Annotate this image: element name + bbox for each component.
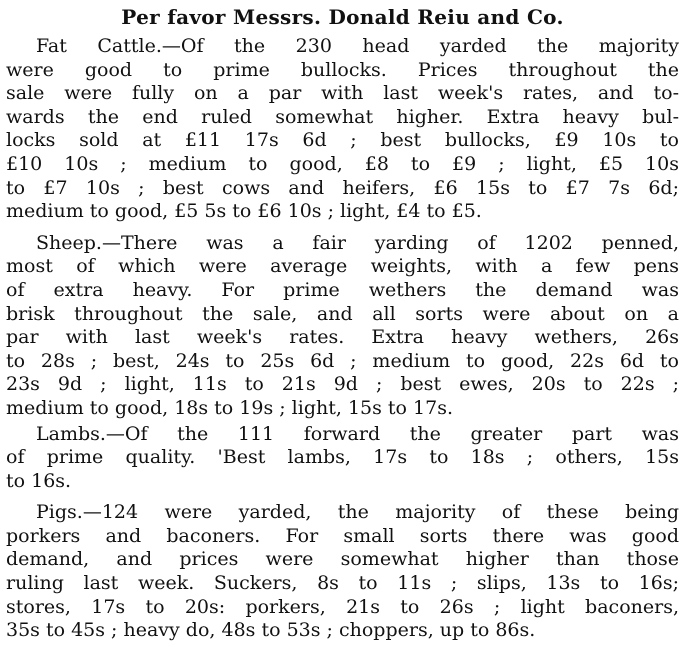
- text-line: medium to good, £5 5s to £6 10s ; light, £4 to £5.: [6, 200, 482, 223]
- text-line: wards the end ruled somewhat higher. Extra heavy bul-: [6, 105, 679, 128]
- text-line: to 28s ; best, 24s to 25s 6d ; medium to good, 22s 6d to: [6, 349, 679, 372]
- text-line: brisk throughout the sale, and all sorts were about on a: [6, 302, 679, 325]
- text-line: £10 10s ; medium to good, £8 to £9 ; light, £5 10s: [6, 152, 679, 175]
- text-line: porkers and baconers. For small sorts there was good: [6, 524, 679, 547]
- text-line: most of which were average weights, with a few pens: [6, 255, 679, 278]
- text-line: stores, 17s to 20s: porkers, 21s to 26s ; light baconers,: [6, 595, 679, 618]
- text-line: 35s to 45s ; heavy do, 48s to 53s ; choppers, up to 86s.: [6, 619, 536, 642]
- text-line: were good to prime bullocks. Prices throughout the: [6, 58, 679, 81]
- text-line: locks sold at £11 17s 6d ; best bullocks, £9 10s to: [6, 129, 679, 152]
- text-line: Sheep.—There was a fair yarding of 1202 penned,: [36, 231, 679, 254]
- paragraph-gap: [6, 224, 679, 232]
- text-line: Lambs.—Of the 111 forward the greater part was: [36, 422, 679, 445]
- text-line: sale were fully on a par with last week's rates, and to-: [6, 82, 679, 105]
- text-line: ruling last week. Suckers, 8s to 11s ; slips, 13s to 16s;: [6, 572, 679, 595]
- text-line: to £7 10s ; best cows and heifers, £6 15s to £7 7s 6d;: [6, 176, 679, 199]
- text-line: medium to good, 18s to 19s ; light, 15s to 17s.: [6, 396, 453, 419]
- text-line: demand, and prices were somewhat higher than those: [6, 548, 679, 571]
- text-line: Fat Cattle.—Of the 230 head yarded the majority: [36, 35, 679, 57]
- article-heading: Per favor Messrs. Donald Reiu and Co.: [121, 5, 564, 29]
- article: [6, 0, 679, 643]
- text-line: to 16s.: [6, 469, 72, 492]
- text-line: of prime quality. 'Best lambs, 17s to 18s ; others, 15s: [6, 446, 679, 469]
- cattle-paragraph: [6, 35, 679, 224]
- lambs-paragraph: [6, 423, 679, 494]
- text-line: of extra heavy. For prime wethers the demand was: [6, 278, 679, 301]
- text-line: par with last week's rates. Extra heavy wethers, 26s: [6, 326, 679, 349]
- paragraph-gap: [6, 493, 679, 501]
- sheep-paragraph: [6, 232, 679, 421]
- pigs-paragraph: [6, 501, 679, 643]
- text-line: 23s 9d ; light, 11s to 21s 9d ; best ewes, 20s to 22s ;: [6, 373, 679, 396]
- text-line: Pigs.—124 were yarded, the majority of these being: [36, 501, 679, 524]
